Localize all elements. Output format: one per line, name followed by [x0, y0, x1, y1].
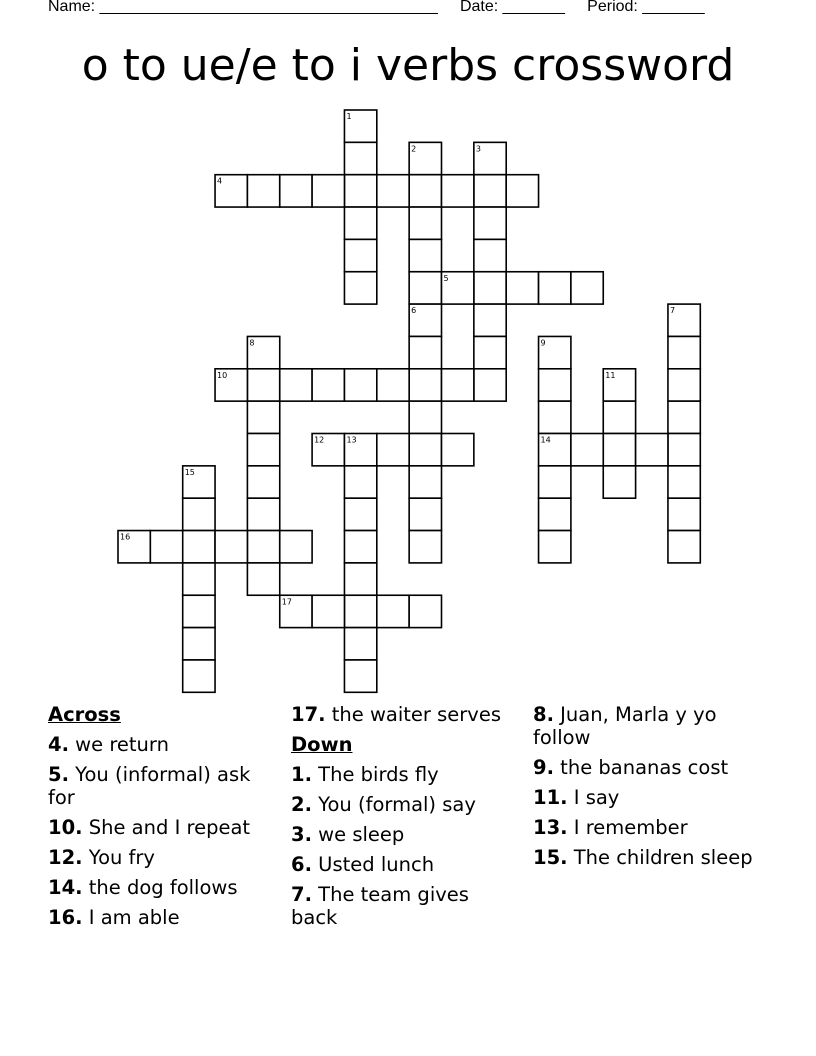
grid-cell[interactable] [668, 336, 700, 368]
grid-cell[interactable] [377, 595, 409, 627]
grid-cell[interactable] [377, 434, 409, 466]
clue-down-11: 11. I say [533, 786, 620, 809]
grid-cell[interactable] [247, 434, 279, 466]
grid-cell[interactable] [409, 531, 441, 563]
grid-cell[interactable] [409, 369, 441, 401]
period-field-label: Period: _______ [587, 0, 705, 15]
grid-cell[interactable] [344, 272, 376, 304]
clue-down-8: 8. Juan, Marla y yo follow [533, 703, 717, 749]
grid-cell[interactable] [280, 369, 312, 401]
clue-down-13: 13. I remember [533, 816, 688, 839]
grid-cell[interactable] [474, 175, 506, 207]
grid-cell[interactable] [409, 466, 441, 498]
grid-cell[interactable] [442, 434, 474, 466]
grid-cell[interactable] [247, 175, 279, 207]
clue-number-11: 11 [605, 370, 616, 380]
clue-number-3: 3 [475, 144, 481, 154]
grid-cell[interactable] [312, 369, 344, 401]
clue-down-9: 9. the bananas cost [533, 756, 729, 779]
name-field-label: Name: ______________________________________ [48, 0, 438, 15]
clue-number-1: 1 [346, 112, 352, 121]
grid-cell[interactable] [539, 369, 571, 401]
date-field-label: Date: _______ [459, 0, 565, 15]
grid-cell[interactable] [474, 336, 506, 368]
grid-cell[interactable] [603, 466, 635, 498]
grid-cell[interactable] [344, 595, 376, 627]
clue-across-12: 12. You fry [48, 846, 155, 869]
clue-number-13: 13 [346, 435, 357, 445]
grid-cell[interactable] [344, 175, 376, 207]
clue-across-5: 5. You (informal) ask for [48, 763, 251, 809]
grid-cell[interactable] [668, 434, 700, 466]
grid-cell[interactable] [571, 434, 603, 466]
grid-cell[interactable] [668, 531, 700, 563]
clue-number-5: 5 [443, 273, 449, 283]
clue-number-4: 4 [217, 176, 223, 186]
clue-down-6: 6. Usted lunch [291, 853, 435, 876]
clue-down-7: 7. The team gives back [291, 883, 469, 929]
grid-cell[interactable] [247, 563, 279, 595]
clue-down-15: 15. The children sleep [533, 846, 753, 869]
grid-cell[interactable] [183, 498, 215, 530]
grid-cell[interactable] [344, 628, 376, 660]
grid-cell[interactable] [474, 304, 506, 336]
clue-down-2: 2. You (formal) say [291, 793, 476, 816]
clue-across-14: 14. the dog follows [48, 876, 238, 899]
grid-cell[interactable] [377, 175, 409, 207]
grid-cell[interactable] [344, 563, 376, 595]
grid-cell[interactable] [603, 401, 635, 433]
grid-cell[interactable] [247, 401, 279, 433]
clue-number-16: 16 [120, 532, 131, 542]
clue-down-3: 3. we sleep [291, 823, 405, 846]
grid-cell[interactable] [215, 531, 247, 563]
grid-cell[interactable] [150, 531, 182, 563]
grid-cell[interactable] [668, 466, 700, 498]
grid-cell[interactable] [506, 175, 538, 207]
grid-cell[interactable] [409, 336, 441, 368]
clue-across-4: 4. we return [48, 733, 169, 756]
clue-number-2: 2 [411, 144, 417, 154]
grid-cell[interactable] [344, 207, 376, 239]
clue-number-17: 17 [281, 597, 292, 607]
grid-cell[interactable] [344, 369, 376, 401]
grid-cell[interactable] [344, 660, 376, 692]
grid-cell[interactable] [474, 239, 506, 271]
grid-cell[interactable] [409, 272, 441, 304]
grid-cell[interactable] [539, 401, 571, 433]
grid-cell[interactable] [344, 498, 376, 530]
grid-cell[interactable] [474, 369, 506, 401]
grid-cell[interactable] [636, 434, 668, 466]
grid-cell[interactable] [506, 272, 538, 304]
clue-number-6: 6 [411, 306, 417, 316]
grid-cell[interactable] [409, 175, 441, 207]
grid-cell[interactable] [539, 498, 571, 530]
grid-cell[interactable] [474, 272, 506, 304]
grid-cell[interactable] [183, 531, 215, 563]
clue-down-1: 1. The birds fly [291, 763, 439, 786]
clue-across-16: 16. I am able [48, 906, 180, 929]
grid-cell[interactable] [474, 207, 506, 239]
down-heading: Down [291, 733, 353, 756]
grid-cell[interactable] [409, 595, 441, 627]
grid-cell[interactable] [280, 531, 312, 563]
clue-number-10: 10 [217, 370, 228, 380]
grid-cell[interactable] [183, 563, 215, 595]
grid-cell[interactable] [183, 595, 215, 627]
page-title: o to ue/e to i verbs crossword [81, 40, 735, 91]
grid-cell[interactable] [247, 369, 279, 401]
grid-cell[interactable] [247, 466, 279, 498]
grid-cell[interactable] [539, 466, 571, 498]
clue-column-3 [533, 703, 763, 876]
grid-cell[interactable] [344, 531, 376, 563]
clue-across-10: 10. She and I repeat [48, 816, 251, 839]
grid-cell[interactable] [280, 175, 312, 207]
grid-cell[interactable] [668, 498, 700, 530]
grid-cell[interactable] [409, 498, 441, 530]
grid-cell[interactable] [183, 660, 215, 692]
grid-cell[interactable] [571, 272, 603, 304]
clue-number-9: 9 [540, 338, 546, 348]
grid-cell[interactable] [409, 239, 441, 271]
grid-cell[interactable] [247, 498, 279, 530]
clue-across-17: 17. the waiter serves [291, 703, 501, 726]
grid-cell[interactable] [247, 531, 279, 563]
grid-cell[interactable] [183, 628, 215, 660]
grid-cell[interactable] [344, 466, 376, 498]
grid-cell[interactable] [668, 369, 700, 401]
grid-cell[interactable] [312, 175, 344, 207]
grid-cell[interactable] [603, 434, 635, 466]
grid-cell[interactable] [409, 434, 441, 466]
grid-cell[interactable] [409, 401, 441, 433]
grid-cell[interactable] [377, 369, 409, 401]
grid-cell[interactable] [539, 272, 571, 304]
grid-cell[interactable] [312, 595, 344, 627]
grid-cell[interactable] [409, 207, 441, 239]
clue-number-7: 7 [669, 306, 676, 316]
clue-number-8: 8 [249, 338, 255, 348]
clue-number-12: 12 [314, 435, 325, 445]
grid-cell[interactable] [442, 369, 474, 401]
grid-cell[interactable] [539, 531, 571, 563]
clue-column-2 [291, 703, 516, 936]
clue-number-14: 14 [540, 435, 551, 445]
grid-cell[interactable] [344, 239, 376, 271]
across-heading: Across [48, 703, 121, 726]
clue-number-15: 15 [184, 467, 195, 477]
grid-cell[interactable] [668, 401, 700, 433]
grid-cell[interactable] [442, 175, 474, 207]
grid-cell[interactable] [344, 142, 376, 174]
clue-column-1 [48, 703, 278, 936]
